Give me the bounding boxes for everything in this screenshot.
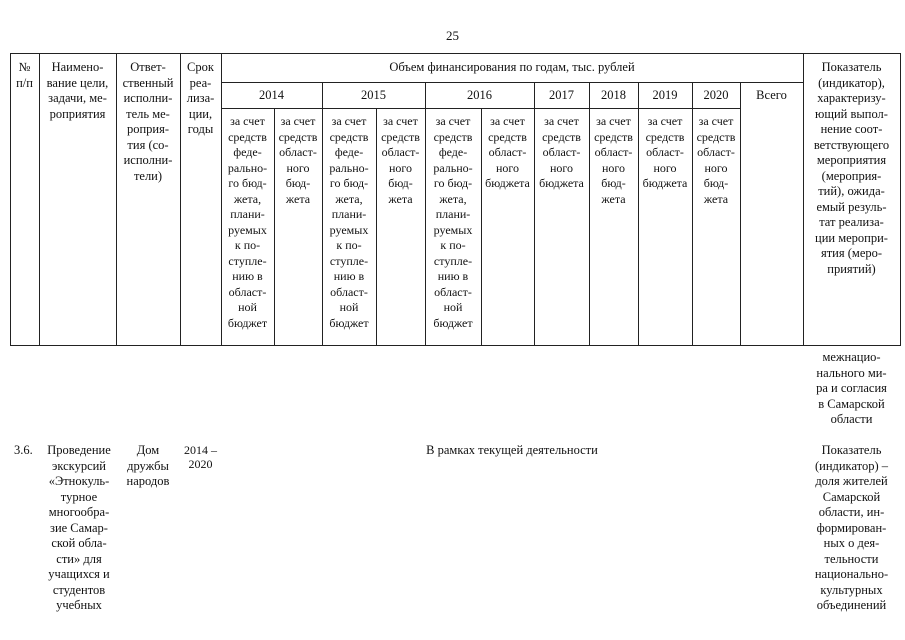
sub-2014-regional: за счет средств област- ного бюд- жета [278,114,318,206]
sub-2014-federal: за счет средств феде- рально- го бюд- жета, плани- руемых к по- ступле- нию в област- ной бюджет [227,114,268,330]
header-funding: Объем финансирования по годам, тыс. рублей [389,60,635,74]
row-name: Проведение экскурсий «Этнокуль- турное многообра- зие Самар- ской обла- сти» для учащихся и студентов учебных [47,443,111,612]
continuation-indicator: межнацио- нального ми- ра и согласия в Самарской области [816,350,887,426]
header-executor: Ответ- ственный исполни- тель ме- роприя- тия (со- исполни- тели) [122,60,174,183]
sub-2015-regional: за счет средств област- ного бюд- жета [381,114,420,206]
year-2016: 2016 [467,88,492,102]
table-bottom-border [10,345,900,346]
year-2014: 2014 [259,88,284,102]
row-indicator: Показатель (индикатор) – доля жителей Самарской области, ин- формирован- ных о дея- тельности национально- культурных объединений [814,443,889,612]
row-term: 2014 – 2020 [184,443,217,471]
header-name: Наимено- вание цели, задачи, ме- роприятия [46,60,109,121]
sub-2019-regional: за счет средств област- ного бюджета [642,114,688,190]
header-num: № п/п [16,60,33,90]
year-2020: 2020 [703,88,729,102]
funding-title-divider [221,82,803,83]
row-executor: Дом дружбы народов [126,443,170,488]
row-num: 3.6. [14,443,33,457]
sub-2016-regional: за счет средств област- ного бюджета [485,114,530,190]
sub-2017-regional: за счет средств област- ного бюджета [539,114,584,190]
sub-2020-regional: за счет средств област- ного бюд- жета [696,114,736,206]
sub-2016-federal: за счет средств феде- рально- го бюд- жета, плани- руемых к по- ступле- нию в област- ной бюджет [433,114,473,330]
year-2015: 2015 [361,88,386,102]
page-number: 25 [446,28,459,43]
border-right [900,53,901,346]
sub-2018-regional: за счет средств област- ного бюд- жета [594,114,633,206]
border-2020-end [740,82,741,346]
year-2017: 2017 [549,88,574,102]
total-label: Всего [756,88,787,102]
year-2018: 2018 [601,88,626,102]
header-indicator: Показатель (индикатор), характеризу- ющий выпол- нение соот- ветствующего мероприятия (мероприя- тий), ожида- емый резуль- тат реализа- ции меропри- ятия (меро- приятий) [813,60,890,276]
year-2019: 2019 [652,88,678,102]
table-top-border [10,53,900,54]
border-left [10,53,11,346]
sub-2015-federal: за счет средств феде- рально- го бюд- жета, плани- руемых к по- ступле- нию в област- ной бюджет [329,114,369,330]
header-term: Срок реа- лиза- ции, годы [186,60,215,136]
row-funding: В рамках текущей деятельности [426,443,598,457]
